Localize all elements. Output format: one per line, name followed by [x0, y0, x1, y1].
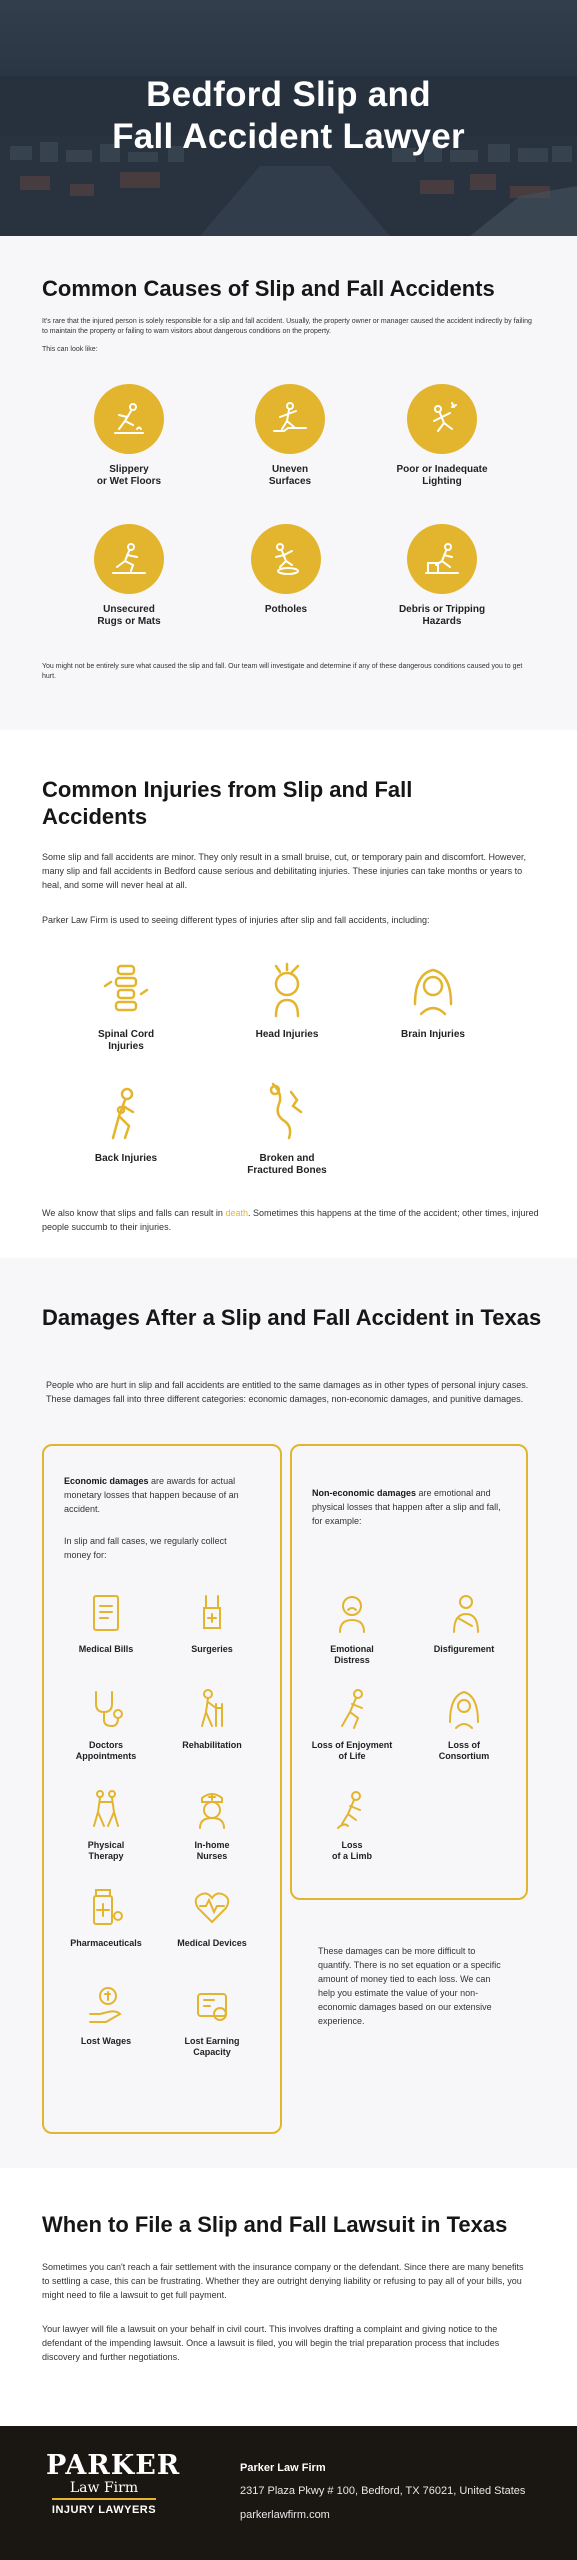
rehabilitation-icon — [192, 1688, 232, 1730]
non-economic-note: These damages can be more difficult to quantify. There is no set equation or a specific amount of money tied to each loss. We can help you estimate the value of your non-economic damages based on our extensive experience. — [318, 1946, 501, 2026]
lost-wages-icon — [86, 1984, 126, 2026]
non-economic-item-disfigurement — [414, 1592, 514, 1655]
economic-term: Economic damages — [64, 1476, 149, 1486]
cause-label: Potholes — [264, 604, 308, 615]
outro-text-before: We also know that slips and falls can result in — [42, 1208, 226, 1218]
injury-item-fractures — [222, 1080, 352, 1177]
wet-floor-icon — [94, 384, 164, 454]
cause-item-uneven-surfaces — [225, 384, 355, 488]
limb-loss-icon — [332, 1788, 372, 1830]
injury-label: Head Injuries — [255, 1029, 319, 1040]
cause-label: Uneven Surfaces — [268, 464, 312, 487]
parker-law-firm-logo[interactable] — [46, 2450, 181, 2532]
cause-label: Unsecured Rugs or Mats — [97, 604, 161, 627]
logo-injury-lawyers: INJURY LAWYERS — [51, 2504, 157, 2516]
injuries-outro — [42, 1206, 542, 1234]
economic-lead: In slip and fall cases, we regularly collect money for: — [64, 1536, 227, 1560]
pharmaceuticals-icon — [86, 1886, 126, 1928]
lawsuit-section — [0, 2168, 577, 2426]
outro-text-after: . Sometimes this happens at the time of the accident; other times, injured people succumb to their injuries. — [42, 1208, 539, 1232]
brain-injury-icon — [405, 962, 461, 1018]
causes-section — [0, 236, 577, 730]
fracture-icon — [259, 1080, 315, 1142]
economic-item-lost-earning — [162, 1984, 262, 2058]
economic-definition: are awards for actual monetary losses that happen because of an accident. — [64, 1476, 239, 1514]
emotional-distress-icon — [332, 1592, 372, 1634]
non-economic-label: Loss of Enjoyment of Life — [311, 1740, 393, 1761]
uneven-surface-icon — [255, 384, 325, 454]
lost-earning-icon — [192, 1984, 232, 2026]
injury-label: Brain Injuries — [401, 1029, 465, 1040]
logo-law-firm: Law Firm — [52, 2480, 156, 2500]
loss-enjoyment-icon — [332, 1688, 372, 1730]
economic-label: Medical Bills — [78, 1644, 134, 1654]
back-injury-icon — [101, 1086, 151, 1142]
non-economic-item-consortium — [414, 1688, 514, 1762]
cause-item-wet-floors — [64, 384, 194, 488]
economic-item-surgeries — [162, 1592, 262, 1655]
injury-item-back — [61, 1086, 191, 1165]
head-injury-icon — [262, 962, 312, 1018]
consortium-icon — [444, 1688, 484, 1730]
hero-banner — [0, 0, 577, 236]
non-economic-label: Emotional Distress — [330, 1644, 374, 1665]
economic-item-lost-wages — [56, 1984, 156, 2047]
cause-item-poor-lighting — [377, 384, 507, 488]
economic-item-physical-therapy — [56, 1788, 156, 1862]
death-link[interactable]: death — [225, 1208, 248, 1218]
non-economic-definition: are emotional and physical losses that happen after a slip and fall, for example: — [312, 1488, 501, 1526]
cause-item-debris — [377, 524, 507, 628]
economic-item-rehabilitation — [162, 1688, 262, 1751]
pothole-icon — [251, 524, 321, 594]
injury-item-brain — [368, 962, 498, 1041]
non-economic-damages-box — [290, 1444, 528, 1900]
injury-label: Broken and Fractured Bones — [247, 1153, 327, 1176]
disfigurement-icon — [444, 1592, 484, 1634]
medical-device-icon — [192, 1886, 232, 1928]
non-economic-item-emotional — [302, 1592, 402, 1666]
causes-intro: It's rare that the injured person is solely responsible for a slip and fall accident. Usually, the property owner or manager caused the accident indirectly by failing to maintain the property or failing to warn visitors about dangerous conditions on the property. — [42, 318, 532, 335]
non-economic-term: Non-economic damages — [312, 1488, 417, 1498]
economic-item-doctors — [56, 1688, 156, 1762]
economic-label: Doctors Appointments — [75, 1740, 137, 1761]
non-economic-label: Disfigurement — [433, 1644, 495, 1654]
lawsuit-paragraph-2: Your lawyer will file a lawsuit on your behalf in civil court. This involves drafting a complaint and giving notice to the defendant of the impending lawsuit. Once a lawsuit is filed, you will begin the trial preparation process that includes discovery and further negotiations. — [42, 2324, 500, 2362]
title-line-2: Fall Accident Lawyer — [112, 117, 465, 156]
injury-label: Spinal Cord Injuries — [97, 1029, 155, 1052]
damages-section — [0, 1258, 577, 2168]
economic-label: Medical Devices — [177, 1938, 247, 1948]
lawsuit-heading: When to File a Slip and Fall Lawsuit in Texas — [42, 2212, 508, 2237]
economic-intro — [64, 1474, 264, 1516]
cause-item-potholes — [221, 524, 351, 616]
injury-label: Back Injuries — [94, 1153, 158, 1164]
poor-lighting-icon — [407, 384, 477, 454]
cause-item-unsecured-rugs — [64, 524, 194, 628]
logo-parker: PARKER — [46, 2450, 181, 2481]
non-economic-item-enjoyment — [302, 1688, 402, 1762]
surgery-icon — [192, 1592, 232, 1634]
economic-label: Surgeries — [191, 1644, 233, 1654]
economic-label: Rehabilitation — [182, 1740, 242, 1750]
economic-item-nurses — [162, 1788, 262, 1862]
non-economic-item-limb — [302, 1788, 402, 1862]
non-economic-intro — [312, 1486, 512, 1528]
title-line-1: Bedford Slip and — [146, 75, 431, 114]
causes-outro: You might not be entirely sure what caused the slip and fall. Our team will investigate and determine if any of these dangerous conditions caused you to get hurt. — [42, 663, 523, 680]
economic-label: Pharmaceuticals — [70, 1938, 142, 1948]
footer-address: 2317 Plaza Pkwy # 100, Bedford, TX 76021, United States — [240, 2485, 526, 2497]
spine-icon — [101, 962, 151, 1018]
economic-item-medical-bills — [56, 1592, 156, 1655]
injuries-heading: Common Injuries from Slip and Fall Accidents — [42, 777, 413, 829]
damages-heading: Damages After a Slip and Fall Accident in Texas — [42, 1305, 542, 1330]
injuries-lead: Parker Law Firm is used to seeing different types of injuries after slip and fall accidents, including: — [42, 915, 430, 925]
damages-intro: People who are hurt in slip and fall accidents are entitled to the same damages as in other types of personal injury cases. These damages fall into three different categories: economic damages, non-economic damages, and punitive damages. — [46, 1380, 529, 1404]
footer-website-link[interactable]: parkerlawfirm.com — [240, 2509, 330, 2521]
rug-trip-icon — [94, 524, 164, 594]
economic-label: Lost Earning Capacity — [184, 2036, 240, 2057]
injuries-section — [0, 730, 577, 1258]
economic-label: Lost Wages — [80, 2036, 132, 2046]
economic-item-pharmaceuticals — [56, 1886, 156, 1949]
causes-lead: This can look like: — [42, 346, 98, 353]
nurse-icon — [192, 1788, 232, 1830]
footer-firm-name: Parker Law Firm — [240, 2462, 326, 2474]
debris-icon — [407, 524, 477, 594]
injury-item-head — [222, 962, 352, 1041]
medical-bills-icon — [86, 1592, 126, 1634]
economic-label: Physical Therapy — [87, 1840, 125, 1861]
stethoscope-icon — [86, 1688, 126, 1730]
economic-item-medical-devices — [162, 1886, 262, 1949]
cause-label: Poor or Inadequate Lighting — [396, 464, 488, 487]
footer — [0, 2426, 577, 2560]
cause-label: Slippery or Wet Floors — [96, 464, 162, 487]
non-economic-label: Loss of a Limb — [332, 1840, 372, 1861]
economic-damages-box — [42, 1444, 282, 2134]
injuries-intro: Some slip and fall accidents are minor. They only result in a small bruise, cut, or temporary pain and discomfort. However, many slip and fall accidents in Bedford cause serious and debilitating injuries. These injuries can take months or years to heal, and some will never heal at all. — [42, 852, 527, 890]
economic-label: In-home Nurses — [194, 1840, 230, 1861]
cause-label: Debris or Tripping Hazards — [398, 604, 486, 627]
injury-item-spinal — [61, 962, 191, 1053]
causes-heading: Common Causes of Slip and Fall Accidents — [42, 276, 495, 301]
physical-therapy-icon — [86, 1788, 126, 1830]
non-economic-label: Loss of Consortium — [438, 1740, 490, 1761]
lawsuit-paragraph-1: Sometimes you can't reach a fair settlement with the insurance company or the defendant. Since there are many benefits to settling a case, this can be frustrating. Whether they are outright denying liability or refusing to pay all of your bills, you might need to file a lawsuit to get full payment. — [42, 2262, 524, 2300]
page-title — [0, 74, 577, 158]
